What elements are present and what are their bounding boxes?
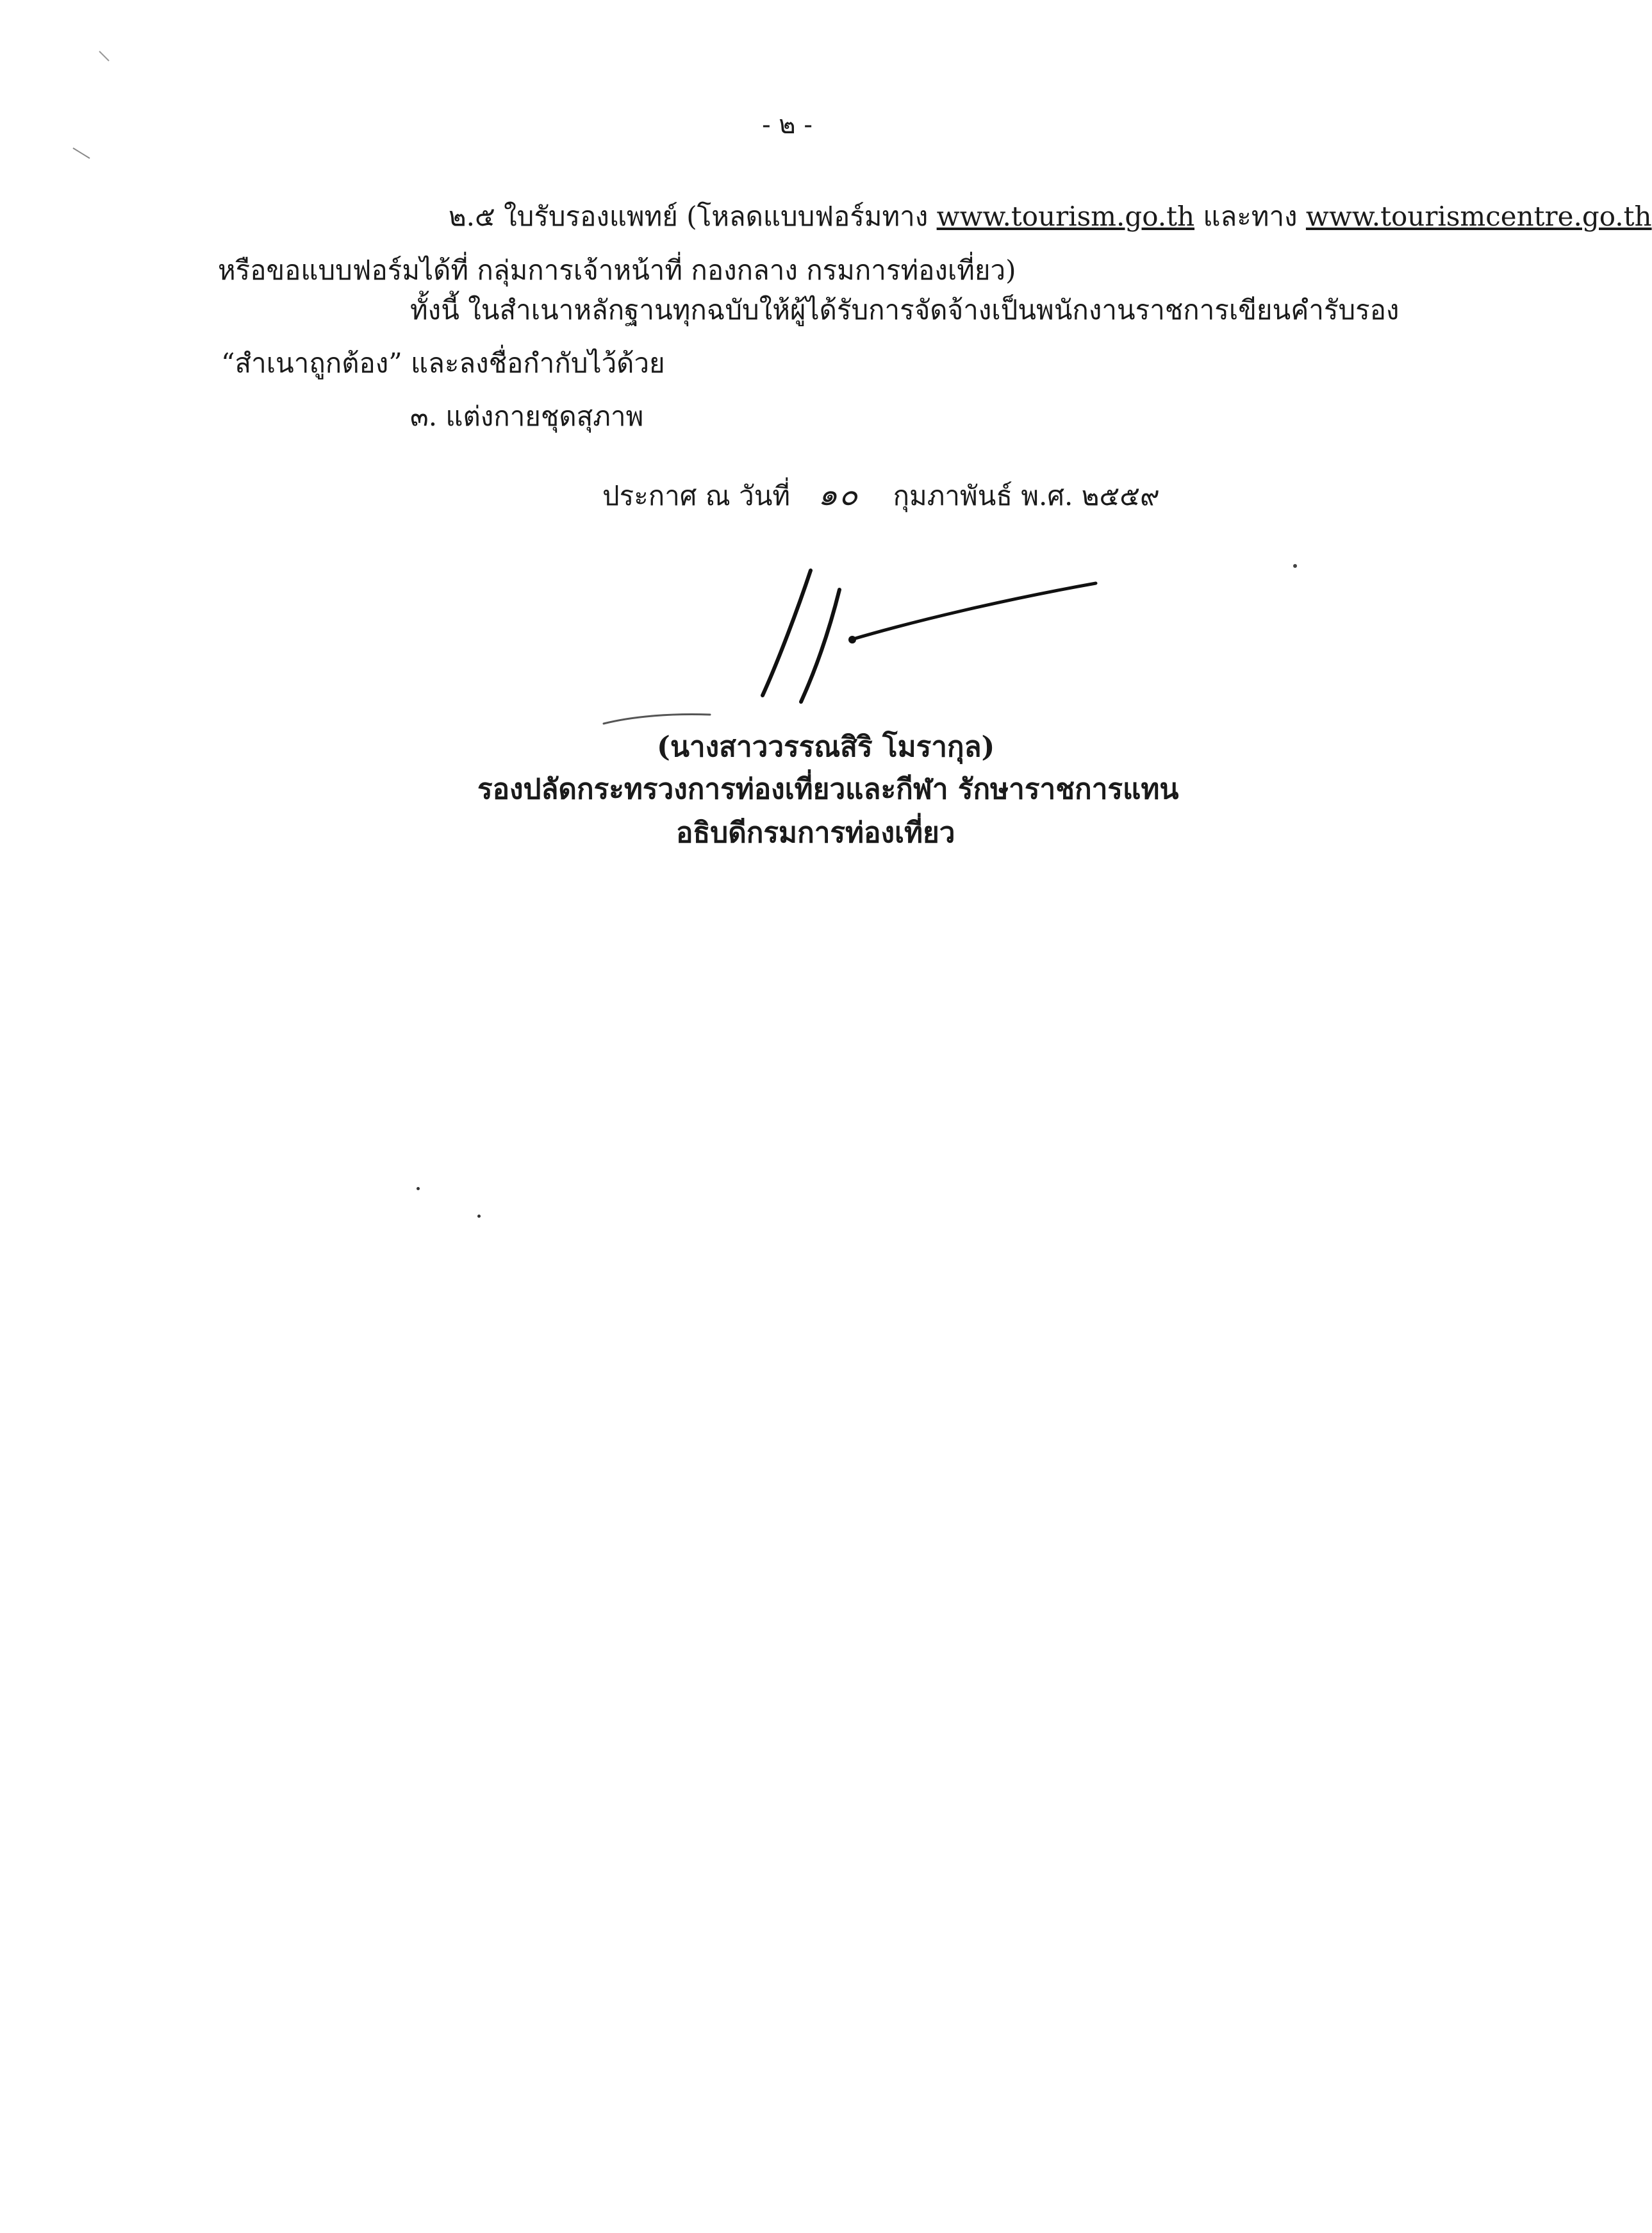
item-2-5-continuation: หรือขอแบบฟอร์มได้ที่ กลุ่มการเจ้าหน้าที่ กองกลาง กรมการท่องเที่ยว)	[218, 254, 1016, 286]
announcement-month-year: กุมภาพันธ์ พ.ศ. ๒๕๕๙	[893, 480, 1160, 511]
scan-speck	[70, 144, 96, 163]
scan-speck	[417, 1187, 420, 1190]
announcement-prefix: ประกาศ ณ วันที่	[602, 480, 791, 511]
page-number: - ๒ -	[762, 110, 813, 140]
signatory-position-line-1: รองปลัดกระทรวงการท่องเที่ยวและกีฬา รักษาราชการแทน	[477, 773, 1179, 806]
scan-speck	[1293, 564, 1297, 568]
scan-speck	[96, 45, 122, 71]
scan-speck	[477, 1215, 481, 1218]
ink-stroke-mark	[602, 708, 711, 727]
item-3: ๓. แต่งกายชุดสุภาพ	[410, 401, 644, 432]
item-2-5-label: ๒.๕ ใบรับรองแพทย์ (โหลดแบบฟอร์มทาง	[449, 201, 929, 232]
signatory-position-line-2: อธิบดีกรมการท่องเที่ยว	[676, 817, 955, 849]
item-2-5-line	[449, 197, 1652, 236]
tourismcentre-website-link[interactable]: www.tourismcentre.go.th	[1305, 201, 1652, 232]
handwritten-signature	[750, 564, 1109, 718]
note-line-2: “สำเนาถูกต้อง” และลงชื่อกำกับไว้ด้วย	[221, 347, 665, 379]
item-2-5-connector: และทาง	[1203, 201, 1298, 232]
announcement-day: ๑๐	[818, 477, 859, 513]
announcement-date	[602, 476, 1160, 515]
signatory-name: (นางสาววรรณสิริ โมรากุล)	[657, 731, 995, 763]
note-line-1: ทั้งนี้ ในสำเนาหลักฐานทุกฉบับให้ผู้ได้รับการจัดจ้างเป็นพนักงานราชการเขียนคำรับรอง	[410, 294, 1400, 326]
tourism-website-link[interactable]: www.tourism.go.th	[936, 201, 1195, 232]
